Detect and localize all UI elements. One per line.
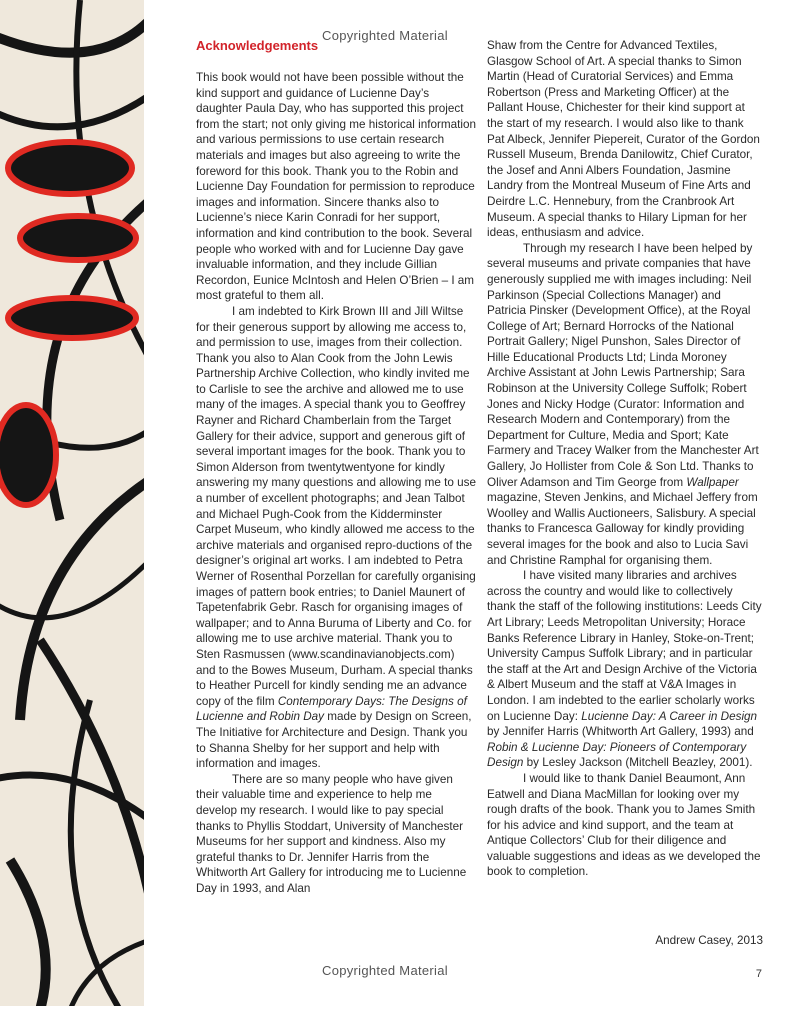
author-signature: Andrew Casey, 2013 — [655, 934, 763, 947]
magazine-title: Wallpaper — [686, 475, 739, 489]
paragraph: Through my research I have been helped by several museums and private companies that have generously supplied me with images including: Neil Parkinson (Special Collections Manager) and Patricia Pinsker (Development Office), at the Royal College of Art; Bernard Horrocks of the National Portrait Gallery; Nigel Punshon, Sales Director of Hille Educational Products Ltd; Linda Moroney Archive Assistant at John Lewis Partnership; Sara Robinson at the University College Suffolk; Robert Jones and Nicky Hodge (Curator: Information and Research Modern and Contemporary) from the Department for Culture, Media and Sport; Kate Farmery and Tracey Walker from the Manchester Art Gallery, Jo Hollister from Cole & Son Ltd. Thanks to Oliver Adamson and Tim George from Wallpaper magazine, Steven Jenkins, and Michael Jeffery from Woolley and Wallis Auctioneers, Salisbury. A special thanks to Francesca Galloway for kindly providing several images for the book and also to Lucia Savi and Christine Ramphal for organising them. — [487, 241, 759, 567]
left-text-column — [196, 70, 476, 896]
copyright-watermark-bottom: Copyrighted Material — [322, 963, 448, 978]
copyright-watermark-top: Copyrighted Material — [322, 28, 448, 43]
decorative-artwork — [0, 0, 144, 1006]
paragraph: Shaw from the Centre for Advanced Textiles, Glasgow School of Art. A special thanks to Simon Martin (Head of Curatorial Services) and Emma Robertson (Press and Marketing Officer) at the Pallant House, Chichester for their kind support at the start of my research. I would also like to thank Pat Albeck, Jennifer Piepereit, Curator of the Gordon Russell Museum, Brenda Danilowitz, Chief Curator, the Josef and Anni Albers Foundation, Jasmine Landry from the Montreal Museum of Fine Arts and Deirdre L.C. Hennebury, from the Cranbrook Art Museum. A special thanks to Hilary Lipman for her ideas, enthusiasm and advice. — [487, 39, 760, 240]
section-heading: Acknowledgements — [196, 38, 319, 53]
right-text-column — [487, 38, 763, 880]
paragraph: There are so many people who have given their valuable time and experience to help me develop my research. I would like to pay special thanks to Phyllis Stoddart, University of Manchester Museums for her support and kindness. Also my grateful thanks to Dr. Jennifer Harris from the Whitworth Art Gallery for introducing me to Lucienne Day in 1993, and Alan — [196, 772, 467, 895]
book-title: Robin & Lucienne Day: Pioneers of Contemporary Design — [487, 740, 747, 770]
paragraph: I am indebted to Kirk Brown III and Jill Wiltse for their generous support by allowing me access to, and permission to use, images from their collection. Thank you also to Alan Cook from the John Lewis Partnership Archive Collection, who kindly invited me to Carlisle to see the archive and allowed me to use many of the images. A special thank you to Geoffrey Rayner and Richard Chamberlain from the Target Gallery for their advice, support and generous gift of several important images for the book. Thank you to Simon Alderson from twentytwentyone for kindly answering my many questions and allowing me to use a number of excellent photographs; and Jean Talbot and Michael Pugh-Cook from the Kidderminster Carpet Museum, who kindly allowed me access to the archive materials and organised repro-ductions of the designer’s original art works. I am indebted to Petra Werner of Rosenthal Porzellan for carefully organising images of pattern book entries; to Daniel Maunert of Tapetenfabrik Gebr. Rasch for organising images of wallpaper; and to Anna Buruma of Liberty and Co. for allowing me to use archive material. Thank you to Sten Rasmussen (www.scandinavianobjects.com) and to the Bowes Museum, Durham. A special thanks to Heather Purcell for kindly sending me an advance copy of the film Contemporary Days: The Designs of Lucienne and Robin Day made by Design on Screen, The Initiative for Architecture and Design. Thank you to Shanna Shelby for her support and help with information and images. — [196, 304, 476, 771]
paragraph: I have visited many libraries and archives across the country and would like to collectively thank the staff of the following institutions: Leeds City Art Library; Leeds Metropolitan University; Horace Banks Reference Library in Hanley, Stoke-on-Trent; University Campus Suffolk Library; and in particular the staff at the Art and Design Archive of the Victoria & Albert Museum and the staff at V&A Images in London. I am indebted to the earlier scholarly works on Lucienne Day: Lucienne Day: A Career in Design by Jennifer Harris (Whitworth Art Gallery, 1993) and Robin & Lucienne Day: Pioneers of Contemporary Design by Lesley Jackson (Mitchell Beazley, 2001). — [487, 569, 762, 770]
page-number: 7 — [755, 968, 762, 980]
book-title: Lucienne Day: A Career in Design — [581, 709, 758, 723]
paragraph: I would like to thank Daniel Beaumont, Ann Eatwell and Diana MacMillan for looking over my rough drafts of the book. Thank you to James Smith for his advice and kind support, and the team at Antique Collectors’ Club for their diligence and valuable suggestions and ideas as we developed the book to completion. — [487, 771, 761, 879]
abstract-pattern-artwork — [0, 0, 144, 1006]
film-title: Contemporary Days: The Designs of Lucienne and Robin Day — [196, 694, 467, 724]
paragraph: This book would not have been possible without the kind support and guidance of Lucienne Day’s daughter Paula Day, who has supported this project from the start; not only giving me historical information and various permissions to use certain research materials and images but also agreeing to write the foreword for this book. Thank you to the Robin and Lucienne Day Foundation for permission to reproduce images and information. Sincere thanks also to Lucienne’s niece Karin Conradi for her support, information and kind contribution to the book. Several people who worked with and for Lucienne Day gave invaluable information, and they include Gillian Recordon, Eunice McIntosh and Helen O’Brien – I am most grateful to them all. — [196, 71, 476, 303]
